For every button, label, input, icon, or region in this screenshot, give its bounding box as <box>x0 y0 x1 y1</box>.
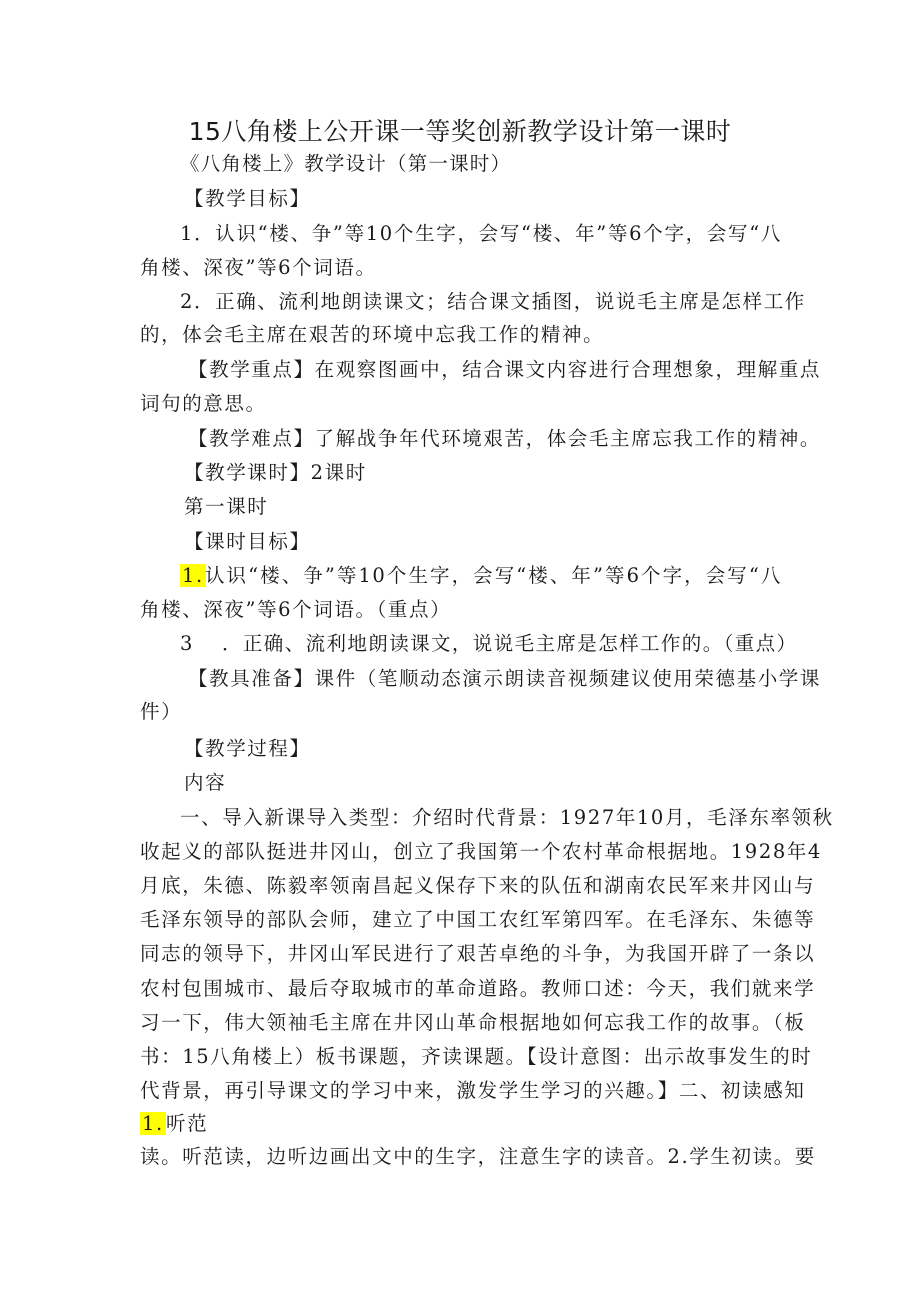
lesson-goal-1-line-2: 角楼、深夜”等6个词语。（重点） <box>140 598 452 621</box>
lesson-goal-1-line-1: 认识“楼、争”等10个生字，会写“楼、年”等6个字，会写“八 <box>205 564 782 587</box>
goal-2-line-1: 2．正确、流利地朗读课文；结合课文插图，说说毛主席是怎样工作 <box>180 290 806 313</box>
body-line: 月底，朱德、陈毅率领南昌起义保存下来的队伍和湖南农民军来井冈山与 <box>140 874 816 898</box>
lesson-goals-heading: 【课时目标】 <box>184 530 311 553</box>
key-points-line-1: 【教学重点】在观察图画中，结合课文内容进行合理想象，理解重点 <box>188 358 822 381</box>
body-line: 代背景，再引导课文的学习中来，激发学生学习的兴趣。】二、初读感知 <box>140 1078 806 1102</box>
body-line: 农村包围城市、最后夺取城市的革命道路。教师口述：今天，我们就来学 <box>140 976 816 1000</box>
highlight-mark: 1. <box>182 564 204 587</box>
listen-item-text: 听范 <box>166 1112 209 1135</box>
section-heading-goals: 【教学目标】 <box>184 187 311 210</box>
lesson-plan-subtitle: 《八角楼上》教学设计（第一课时） <box>180 152 512 175</box>
lesson-goal-1-number <box>180 564 206 588</box>
first-lesson-heading: 第一课时 <box>184 495 269 518</box>
lesson-goal-2-text: ．正确、流利地朗读课文，说说毛主席是怎样工作的。（重点） <box>222 632 798 655</box>
lesson-hours: 【教学课时】2课时 <box>184 461 367 484</box>
body-line: 收起义的部队挺进井冈山，创立了我国第一个农村革命根据地。1928年4 <box>140 840 822 864</box>
body-line: 一、导入新课导入类型：介绍时代背景：1927年10月，毛泽东率领秋 <box>180 806 834 829</box>
listen-item-number <box>140 1112 166 1136</box>
difficulty-line: 【教学难点】了解战争年代环境艰苦，体会毛主席忘我工作的精神。 <box>188 427 822 450</box>
key-points-line-2: 词句的意思。 <box>140 392 267 415</box>
document-title: 15八角楼上公开课一等奖创新教学设计第一课时 <box>188 117 732 146</box>
goal-1-line-1: 1．认识“楼、争”等10个生字，会写“楼、年”等6个字，会写“八 <box>180 222 782 245</box>
lesson-goal-2-number: 3 <box>180 632 195 655</box>
body-line: 书：15八角楼上）板书课题，齐读课题。【设计意图：出示故事发生的时 <box>140 1044 813 1068</box>
goal-1-line-2: 角楼、深夜”等6个词语。 <box>140 256 377 279</box>
body-line: 同志的领导下，井冈山军民进行了艰苦卓绝的斗争，为我国开辟了一条以 <box>140 942 816 966</box>
process-heading: 【教学过程】 <box>184 737 311 760</box>
body-line: 毛泽东领导的部队会师，建立了中国工农红军第四军。在毛泽东、朱德等 <box>140 908 816 932</box>
highlight-mark: 1. <box>142 1112 164 1135</box>
teaching-aids-line-1: 【教具准备】课件（笔顺动态演示朗读音视频建议使用荣德基小学课 <box>188 667 822 690</box>
teaching-aids-line-2: 件） <box>140 700 183 723</box>
last-line: 读。听范读，边听边画出文中的生字，注意生字的读音。2.学生初读。要 <box>140 1145 816 1168</box>
content-label: 内容 <box>184 771 227 794</box>
body-line: 习一下，伟大领袖毛主席在井冈山革命根据地如何忘我工作的故事。（板 <box>140 1010 806 1034</box>
goal-2-line-2: 的，体会毛主席在艰苦的环境中忘我工作的精神。 <box>140 323 605 346</box>
